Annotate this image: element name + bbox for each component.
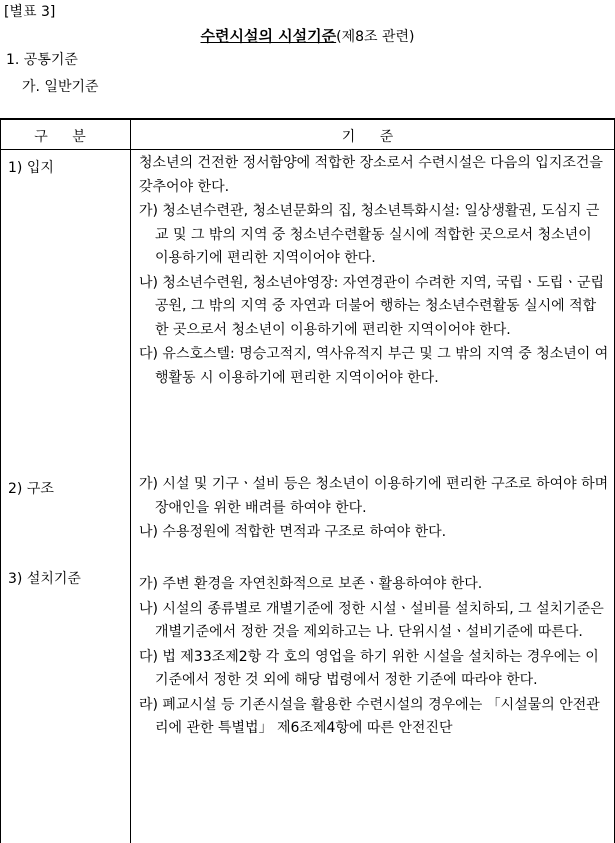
list-item: 가) 시설 및 기구ㆍ설비 등은 청소년이 이용하기에 편리한 구조로 하여야 하며 장애인을 위한 배려를 하여야 한다. — [139, 476, 609, 516]
list-item: 나) 청소년수련원, 청소년야영장: 자연경관이 수려한 지역, 국립ㆍ도립ㆍ군립공원, 그 밖의 지역 중 자연과 더불어 행하는 청소년수련활동 실시에 적합한 곳으로서 청소년이 이용하기에 편리한 지역이어야 한다. — [139, 274, 605, 338]
list-item: 다) 유스호스텔: 명승고적지, 역사유적지 부근 및 그 밖의 지역 중 청소년이 여행활동 시 이용하기에 편리한 지역이어야 한다. — [139, 346, 609, 386]
row-location-intro: 청소년의 건전한 정서함양에 적합한 장소로서 수련시설은 다음의 입지조건을 갖추어야 한다. — [139, 155, 603, 195]
row-location-body — [139, 152, 609, 391]
header-standard: 기 준 — [341, 129, 404, 145]
page-title — [0, 25, 615, 46]
list-item: 다) 법 제33조제2항 각 호의 영업을 하기 위한 시설을 설치하는 경우에는 이 기준에서 정한 것 외에 해당 법령에서 정한 기준에 따라야 한다. — [139, 648, 599, 688]
section-heading-general: 가. 일반기준 — [22, 79, 99, 95]
title-subtitle: (제8조 관련) — [336, 29, 415, 45]
list-item: 가) 주변 환경을 자연친화적으로 보존ㆍ활용하여야 한다. — [139, 576, 483, 592]
list-item: 라) 폐교시설 등 기존시설을 활용한 수련시설의 경우에는 「시설물의 안전관리에 관한 특별법」 제6조제4항에 따른 안전진단 — [139, 696, 600, 736]
list-item: 가) 청소년수련관, 청소년문화의 집, 청소년특화시설: 일상생활권, 도심지 근교 및 그 밖의 지역 중 청소년수련활동 실시에 적합한 곳으로서 청소년이 이용하기에 편리한 지역이어야 한다. — [139, 203, 600, 266]
annex-tag: [별표 3] — [4, 4, 56, 20]
table-left-edge — [0, 120, 1, 843]
section-heading-common: 1. 공통기준 — [6, 52, 78, 68]
column-divider — [130, 120, 131, 843]
category-location: 1) 입지 — [8, 160, 54, 176]
standards-table — [0, 118, 615, 841]
list-item: 나) 시설의 종류별로 개별기준에 정한 시설ㆍ설비를 설치하되, 그 설치기준은 개별기준에서 정한 것을 제외하고는 나. 단위시설ㆍ설비기준에 따른다. — [139, 600, 604, 640]
row-installation-body — [139, 573, 609, 742]
category-installation: 3) 설치기준 — [8, 571, 81, 587]
category-structure: 2) 구조 — [8, 481, 54, 497]
list-item: 나) 수용정원에 적합한 면적과 구조로 하여야 한다. — [139, 524, 447, 540]
row-structure-body — [139, 473, 609, 546]
table-header — [0, 120, 615, 150]
header-category: 구 분 — [34, 129, 96, 145]
title-main: 수련시설의 시설기준 — [200, 27, 337, 45]
